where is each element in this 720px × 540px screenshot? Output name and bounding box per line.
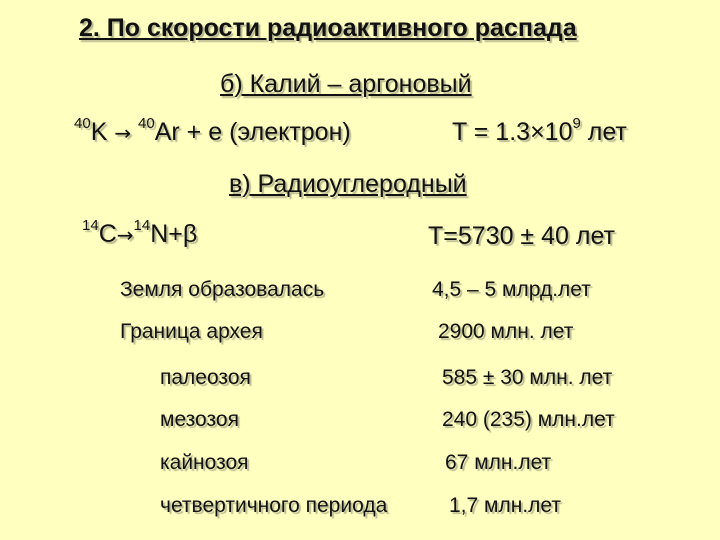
table-row-value: 2900 млн. лет — [438, 320, 574, 343]
table-row-value: 585 ± 30 млн. лет — [442, 366, 613, 389]
halflife-exponent: 9 — [572, 115, 581, 132]
ar-mass-number: 40 — [138, 115, 155, 132]
table-row-label: Земля образовалась — [120, 278, 325, 301]
table-row-value: 67 млн.лет — [445, 451, 552, 474]
table-row-value: 1,7 млн.лет — [449, 494, 562, 517]
k-symbol: K — [90, 118, 108, 146]
table-row-label: кайнозоя — [160, 451, 249, 474]
section-c-heading: в) Радиоуглеродный — [229, 170, 467, 198]
c-symbol: C — [98, 220, 117, 248]
section-b-heading: б) Калий – аргоновый — [220, 70, 472, 98]
ar-products: Ar + e (электрон) — [154, 118, 351, 146]
halflife-suffix: лет — [580, 118, 627, 146]
section-c-halflife: T=5730 ± 40 лет — [428, 222, 615, 250]
section-c-reaction — [82, 217, 198, 249]
arrow-icon: → — [116, 223, 134, 247]
n-products: N+β — [150, 220, 198, 248]
c-mass-number: 14 — [82, 217, 99, 234]
table-row-label: четвертичного периода — [160, 494, 388, 517]
section-b-halflife — [452, 115, 627, 147]
section-b-reaction — [74, 115, 351, 147]
table-row-label: Граница архея — [120, 320, 263, 343]
table-row-value: 240 (235) млн.лет — [442, 408, 615, 431]
table-row-label: мезозоя — [160, 408, 239, 431]
slide-title: 2. По скорости радиоактивного распада — [79, 14, 577, 42]
n-mass-number: 14 — [133, 217, 151, 234]
table-row-label: палеозоя — [160, 366, 251, 389]
halflife-prefix: T = 1.3×10 — [452, 118, 573, 146]
table-row-value: 4,5 – 5 млрд.лет — [432, 278, 591, 301]
k-mass-number: 40 — [74, 115, 91, 132]
arrow-icon: → — [114, 121, 132, 145]
